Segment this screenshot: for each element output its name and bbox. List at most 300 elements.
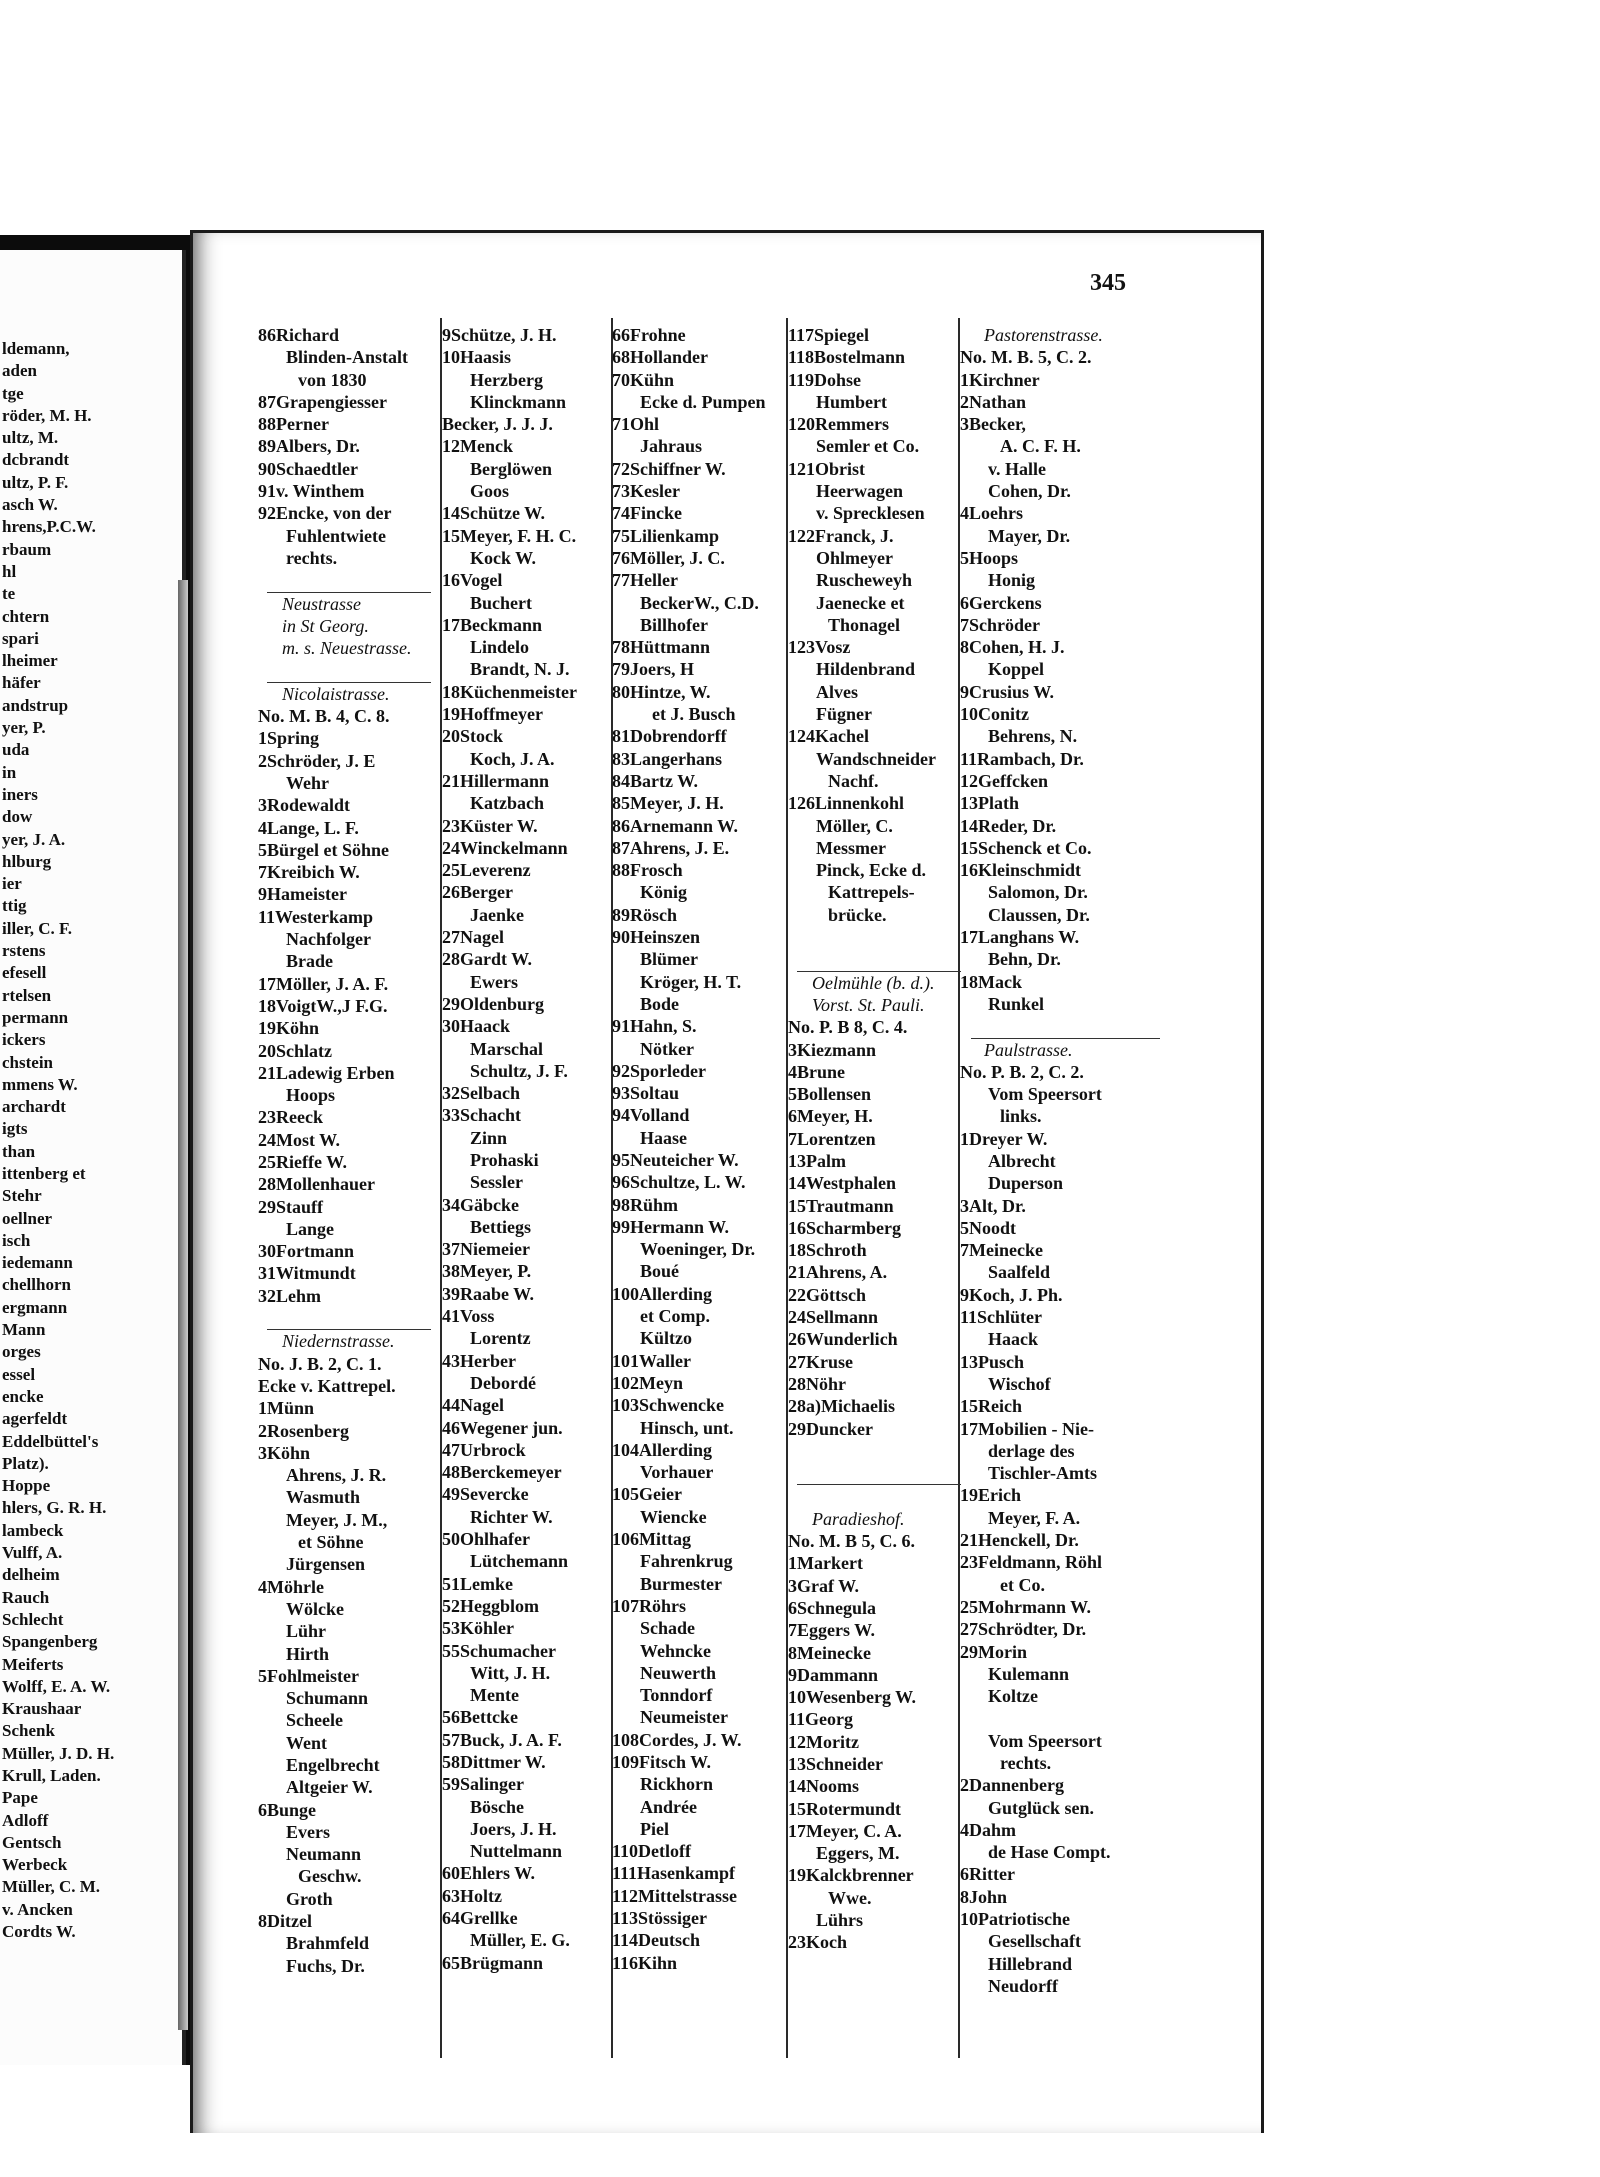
directory-entry: Andrée	[640, 1796, 697, 1817]
left-fragment-line: röder, M. H.	[2, 405, 92, 425]
street-heading: Vorst. St. Pauli.	[812, 994, 925, 1015]
directory-entry: Albrecht	[988, 1150, 1056, 1171]
directory-entry: 32Selbach	[442, 1083, 521, 1104]
directory-entry: Berglöwen	[470, 458, 552, 479]
left-fragment-line: Stehr	[2, 1186, 42, 1206]
directory-entry: 103Schwencke	[612, 1395, 724, 1416]
directory-entry: Ecke v. Kattrepel.	[258, 1375, 396, 1396]
directory-entry: Lührs	[816, 1910, 864, 1931]
directory-entry: 49Severcke	[442, 1484, 529, 1505]
directory-entry: Wiencke	[640, 1506, 707, 1527]
left-fragment-line: yer, J. A.	[2, 829, 66, 849]
section-divider	[267, 569, 431, 592]
left-fragment-line: aden	[2, 361, 37, 381]
directory-entry: Haase	[640, 1127, 687, 1148]
left-fragment-line: Cordts W.	[2, 1922, 76, 1942]
directory-entry: 21Henckell, Dr.	[960, 1530, 1079, 1551]
directory-entry: 13Pusch	[960, 1351, 1025, 1372]
directory-entry: 17Meyer, C. A.	[788, 1820, 902, 1841]
directory-entry: 91v. Winthem	[258, 481, 365, 502]
directory-entry: Runkel	[988, 993, 1045, 1014]
directory-entry: 41Voss	[442, 1306, 495, 1327]
directory-entry: 8Ditzel	[258, 1911, 312, 1932]
directory-entry: Humbert	[816, 391, 887, 412]
directory-entry: 70Kühn	[612, 369, 675, 390]
street-heading: Niedernstrasse.	[282, 1331, 395, 1352]
left-fragment-line: hlburg	[2, 851, 52, 871]
directory-entry: 59Salinger	[442, 1774, 525, 1795]
directory-entry: 4Loehrs	[960, 503, 1023, 524]
street-heading: Paradieshof.	[812, 1508, 905, 1529]
directory-entry: 95Neuteicher W.	[612, 1149, 739, 1170]
directory-entry: 55Schumacher	[442, 1640, 556, 1661]
directory-entry: 25Leverenz	[442, 860, 531, 881]
directory-entry: Prohaski	[470, 1149, 539, 1170]
directory-entry: 29Oldenburg	[442, 993, 545, 1014]
directory-entry: 10Conitz	[960, 704, 1029, 725]
directory-entry: 3Becker,	[960, 414, 1026, 435]
directory-entry: 91Hahn, S.	[612, 1016, 697, 1037]
left-fragment-line: Müller, C. M.	[2, 1877, 101, 1897]
directory-entry: derlage des	[988, 1440, 1075, 1461]
directory-entry: 44Nagel	[442, 1395, 504, 1416]
directory-entry: 78Hüttmann	[612, 637, 711, 658]
directory-entry: 77Heller	[612, 570, 678, 591]
directory-entry: 7Eggers W.	[788, 1620, 876, 1641]
directory-entry: 93Soltau	[612, 1083, 680, 1104]
left-fragment-line: ickers	[2, 1030, 46, 1050]
directory-entry: 76Möller, J. C.	[612, 547, 725, 568]
left-fragment-line: Mann	[2, 1320, 46, 1340]
directory-entry: 84Bartz W.	[612, 770, 699, 791]
directory-entry: 58Dittmer W.	[442, 1752, 546, 1772]
directory-entry: 14Reder, Dr.	[960, 815, 1057, 836]
directory-entry: 32Lehm	[258, 1285, 321, 1306]
directory-entry: 12Moritz	[788, 1731, 859, 1752]
directory-entry: Went	[286, 1732, 328, 1753]
directory-entry: Debordé	[470, 1372, 536, 1393]
directory-entry: Wandschneider	[816, 748, 937, 769]
left-fragment-line: andstrup	[2, 695, 69, 715]
left-fragment-line: uda	[2, 740, 30, 760]
directory-entry: Meyer, J. M.,	[286, 1509, 388, 1530]
directory-entry: 96Schultze, L. W.	[612, 1172, 746, 1193]
directory-entry: Wwe.	[828, 1887, 872, 1908]
section-divider	[267, 659, 431, 682]
page-number: 345	[1090, 270, 1126, 296]
directory-entry: 24Winckelmann	[442, 837, 568, 858]
directory-entry: 12Geffcken	[960, 770, 1048, 791]
directory-entry: brücke.	[828, 904, 887, 925]
directory-entry: Salomon, Dr.	[988, 882, 1088, 903]
directory-entry: Kulemann	[988, 1663, 1070, 1684]
left-fragment-line: ultz, M.	[2, 428, 59, 448]
directory-entry: No. P. B 8, C. 4.	[788, 1017, 908, 1038]
directory-entry: Fuhlentwiete	[286, 525, 386, 546]
directory-entry: No. M. B. 4, C. 8.	[258, 706, 390, 727]
directory-entry: 23Koch	[788, 1932, 848, 1953]
directory-entry: 4Möhrle	[258, 1576, 324, 1597]
directory-entry: 19Erich	[960, 1485, 1021, 1506]
left-fragment-line: oellner	[2, 1208, 53, 1228]
left-fragment-line: Kraushaar	[2, 1699, 82, 1719]
directory-entry: Fügner	[816, 704, 872, 725]
directory-entry: Haack	[988, 1329, 1039, 1350]
directory-entry: Kröger, H. T.	[640, 971, 742, 992]
directory-entry: Schade	[640, 1618, 696, 1639]
directory-entry: Lange	[286, 1218, 335, 1239]
left-fragment-line: mmens W.	[2, 1074, 78, 1094]
directory-entry: 89Rösch	[612, 904, 678, 925]
directory-entry: 13Plath	[960, 793, 1020, 814]
directory-entry: Claussen, Dr.	[988, 904, 1090, 925]
directory-entry: Blümer	[640, 949, 698, 970]
street-heading: in St Georg.	[282, 615, 369, 636]
directory-entry: Möller, C.	[816, 815, 893, 836]
directory-entry: Scheele	[286, 1710, 343, 1731]
directory-entry: 51Lemke	[442, 1573, 513, 1594]
directory-entry: 28Nöhr	[788, 1373, 846, 1394]
directory-entry: Mente	[470, 1685, 519, 1706]
directory-entry: 18Küchenmeister	[442, 681, 577, 702]
directory-entry: Katzbach	[470, 793, 544, 814]
directory-entry: 71Ohl	[612, 414, 660, 435]
directory-entry: Duperson	[988, 1173, 1064, 1194]
directory-entry: Vorhauer	[640, 1462, 714, 1483]
left-fragment-line: te	[2, 584, 16, 604]
directory-entry: Goos	[470, 481, 510, 502]
directory-entry: 4Lange, L. F.	[258, 817, 359, 838]
directory-entry: 34Gäbcke	[442, 1194, 520, 1215]
left-fragment-line: than	[2, 1141, 36, 1161]
directory-entry: Heerwagen	[816, 481, 903, 502]
directory-entry: Bettiegs	[470, 1216, 531, 1237]
directory-entry: rechts.	[286, 547, 338, 568]
directory-entry: Brandt, N. J.	[470, 659, 570, 680]
directory-entry: 43Herber	[442, 1350, 516, 1371]
directory-entry: Billhofer	[640, 614, 708, 635]
directory-entry: 29Morin	[960, 1641, 1027, 1662]
directory-entry: 5Noodt	[960, 1217, 1017, 1238]
directory-entry: 15Schenck et Co.	[960, 837, 1092, 858]
directory-entry: 114Deutsch	[612, 1930, 701, 1951]
directory-entry: 66Frohne	[612, 325, 686, 345]
directory-entry: 72Schiffner W.	[612, 458, 726, 479]
directory-entry: 29Duncker	[788, 1418, 873, 1439]
directory-entry: 88Frosch	[612, 860, 683, 881]
directory-entry: Cohen, Dr.	[988, 481, 1071, 502]
directory-entry: 11Rambach, Dr.	[960, 748, 1084, 769]
left-fragment-line: encke	[2, 1386, 44, 1406]
street-heading: Oelmühle (b. d.).	[812, 972, 935, 993]
directory-entry: Sessler	[470, 1172, 523, 1193]
left-fragment-line: iedemann	[2, 1253, 73, 1273]
directory-entry: 113Stössiger	[612, 1908, 708, 1929]
directory-entry: Mayer, Dr.	[988, 525, 1071, 546]
directory-entry: König	[640, 882, 688, 903]
directory-entry: Altgeier W.	[286, 1777, 373, 1798]
directory-entry: 57Buck, J. A. F.	[442, 1729, 562, 1750]
directory-column-4	[788, 324, 970, 1954]
directory-entry: 2Rosenberg	[258, 1420, 349, 1441]
directory-entry: Saalfeld	[988, 1262, 1051, 1283]
directory-entry: 15Rotermundt	[788, 1798, 901, 1819]
directory-entry: Meyer, F. A.	[988, 1507, 1081, 1528]
directory-entry: 21Ladewig Erben	[258, 1062, 395, 1083]
directory-entry: 13Schneider	[788, 1754, 884, 1774]
directory-entry: 17Beckmann	[442, 614, 543, 635]
left-fragment-line: archardt	[2, 1097, 66, 1117]
directory-entry: 73Kesler	[612, 481, 680, 502]
directory-entry: 86Arnemann W.	[612, 815, 739, 836]
directory-entry: 47Urbrock	[442, 1439, 526, 1460]
directory-entry: 8Meinecke	[788, 1642, 871, 1663]
left-fragment-line: Rauch	[2, 1587, 50, 1607]
directory-entry: 11Westerkamp	[258, 906, 373, 927]
spacer	[788, 926, 970, 948]
directory-entry: Gesellschaft	[988, 1931, 1081, 1952]
section-divider	[797, 948, 961, 971]
directory-entry: 2Schröder, J. E	[258, 750, 376, 771]
directory-entry: 101Waller	[612, 1350, 691, 1371]
directory-column-3	[612, 324, 790, 1974]
directory-entry: Koltze	[988, 1686, 1038, 1707]
directory-entry: Hinsch, unt.	[640, 1417, 734, 1438]
directory-entry: Ewers	[470, 971, 518, 992]
directory-entry: 48Berckemeyer	[442, 1462, 562, 1483]
directory-entry: Thonagel	[828, 614, 901, 635]
directory-entry: 52Heggblom	[442, 1595, 539, 1616]
left-fragment-line: ergmann	[2, 1297, 68, 1317]
left-fragment-line: Adloff	[2, 1810, 49, 1830]
left-fragment-line: isch	[2, 1230, 31, 1250]
left-fragment-line: Müller, J. D. H.	[2, 1743, 115, 1763]
directory-entry: Woeninger, Dr.	[640, 1239, 756, 1260]
directory-entry: 81Dobrendorff	[612, 726, 727, 747]
directory-entry: Koppel	[988, 659, 1045, 680]
book-spine-shadow	[178, 580, 188, 2030]
directory-entry: 104Allerding	[612, 1439, 713, 1460]
directory-entry: links.	[1000, 1106, 1042, 1127]
directory-entry: 123Vosz	[788, 637, 851, 658]
street-heading: Neustrasse	[282, 593, 362, 614]
directory-entry: 98Rühm	[612, 1194, 679, 1215]
left-fragment-line: ultz, P. F.	[2, 472, 69, 492]
street-heading: Pastorenstrasse.	[984, 325, 1103, 345]
directory-entry: 19Köhn	[258, 1018, 320, 1039]
directory-entry: 25Mohrmann W.	[960, 1596, 1092, 1617]
directory-entry: 87Grapengiesser	[258, 391, 387, 412]
directory-entry: 112Mittelstrasse	[612, 1885, 737, 1906]
directory-entry: 50Ohlhafer	[442, 1529, 530, 1550]
directory-entry: Behrens, N.	[988, 726, 1078, 747]
directory-entry: 5Bürgel et Söhne	[258, 839, 390, 860]
directory-entry: Rickhorn	[640, 1774, 714, 1795]
directory-entry: Nötker	[640, 1038, 694, 1059]
directory-entry: et Co.	[1000, 1574, 1045, 1595]
directory-entry: 7Meinecke	[960, 1240, 1043, 1261]
directory-entry: v. Halle	[988, 458, 1046, 479]
directory-entry: 39Raabe W.	[442, 1283, 535, 1304]
directory-entry: 31Witmundt	[258, 1263, 356, 1284]
directory-entry: No. P. B. 2, C. 2.	[960, 1061, 1084, 1082]
directory-entry: 6Bunge	[258, 1799, 317, 1820]
directory-entry: 102Meyn	[612, 1372, 683, 1393]
directory-entry: 16Kleinschmidt	[960, 860, 1082, 881]
directory-entry: 22Göttsch	[788, 1284, 866, 1305]
directory-entry: Brahmfeld	[286, 1933, 369, 1954]
directory-entry: Wasmuth	[286, 1487, 361, 1508]
directory-entry: 23Feldmann, Röhl	[960, 1552, 1103, 1573]
left-fragment-line: spari	[2, 628, 39, 648]
directory-entry: et Comp.	[640, 1306, 710, 1327]
directory-entry: Nuttelmann	[470, 1841, 563, 1862]
directory-entry: Klinckmann	[470, 391, 567, 412]
left-fragment-line: Meiferts	[2, 1654, 64, 1674]
directory-entry: Wehr	[286, 772, 329, 793]
directory-entry: Fahrenkrug	[640, 1551, 733, 1572]
directory-entry: 110Detloff	[612, 1841, 691, 1862]
section-divider	[797, 1462, 961, 1485]
directory-entry: 30Haack	[442, 1016, 511, 1037]
directory-entry: 2Nathan	[960, 391, 1027, 412]
directory-entry: 15Meyer, F. H. C.	[442, 525, 577, 546]
directory-entry: 8Cohen, H. J.	[960, 637, 1065, 658]
directory-entry: Evers	[286, 1821, 330, 1842]
directory-entry: 17Möller, J. A. F.	[258, 973, 389, 994]
left-fragment-line: Krull, Laden.	[2, 1766, 101, 1785]
directory-entry: 12Menck	[442, 436, 513, 457]
directory-entry: Tonndorf	[640, 1685, 713, 1706]
left-fragment-line: Eddelbüttel's	[2, 1431, 99, 1451]
directory-entry: Lütchemann	[470, 1551, 569, 1572]
directory-entry: 90Heinszen	[612, 927, 700, 948]
left-fragment-line: permann	[2, 1007, 69, 1027]
directory-column-2	[442, 324, 614, 1974]
directory-entry: 1Münn	[258, 1398, 315, 1419]
directory-entry: Geschw.	[298, 1866, 362, 1887]
directory-entry: 28Gardt W.	[442, 949, 533, 970]
directory-entry: et J. Busch	[652, 704, 736, 725]
directory-entry: 94Volland	[612, 1105, 690, 1126]
directory-entry: 11Georg	[788, 1709, 853, 1730]
directory-entry: Blinden-Anstalt	[286, 347, 409, 368]
left-fragment-line: agerfeldt	[2, 1409, 68, 1429]
directory-entry: 111Hasenkampf	[612, 1863, 736, 1884]
left-fragment-line: Schenk	[2, 1721, 55, 1741]
left-fragment-line: iners	[2, 784, 38, 804]
directory-entry: 87Ahrens, J. E.	[612, 837, 730, 858]
directory-entry: 9Hameister	[258, 884, 347, 905]
directory-entry: Zinn	[470, 1127, 508, 1148]
directory-entry: 88Perner	[258, 414, 329, 435]
directory-entry: 25Rieffe W.	[258, 1151, 347, 1172]
directory-entry: 23Küster W.	[442, 815, 538, 836]
left-fragment-line: yer, P.	[2, 718, 46, 738]
directory-entry: No. M. B 5, C. 6.	[788, 1531, 915, 1552]
directory-column-1	[258, 324, 440, 1977]
directory-entry: 64Grellke	[442, 1908, 518, 1929]
directory-entry: 37Niemeier	[442, 1239, 530, 1260]
directory-entry: Bode	[640, 993, 680, 1014]
directory-entry: 19Hoffmeyer	[442, 704, 543, 725]
left-fragment-line: orges	[2, 1342, 41, 1362]
directory-entry: No. J. B. 2, C. 1.	[258, 1353, 382, 1374]
directory-entry: 8John	[960, 1886, 1008, 1907]
directory-entry: 46Wegener jun.	[442, 1417, 563, 1438]
directory-entry: Kattrepels-	[828, 882, 915, 903]
left-fragment-line: lambeck	[2, 1520, 64, 1540]
directory-entry: 3Alt, Dr.	[960, 1195, 1026, 1216]
directory-entry: Eggers, M.	[816, 1843, 900, 1864]
directory-entry: 117Spiegel	[788, 325, 870, 345]
directory-entry: Schultz, J. F.	[470, 1060, 568, 1081]
directory-entry: 6Gerckens	[960, 592, 1042, 613]
directory-entry: 21Ahrens, A.	[788, 1262, 888, 1283]
directory-entry: 108Cordes, J. W.	[612, 1729, 742, 1750]
directory-entry: 15Reich	[960, 1396, 1022, 1417]
directory-entry: 5Bollensen	[788, 1084, 872, 1105]
directory-entry: 60Ehlers W.	[442, 1863, 536, 1884]
directory-entry: 4Brune	[788, 1061, 846, 1082]
directory-entry: 90Schaedtler	[258, 458, 358, 479]
left-fragment-line: Platz).	[2, 1453, 49, 1473]
directory-entry: 92Sporleder	[612, 1060, 706, 1081]
directory-entry: 14Nooms	[788, 1776, 859, 1797]
directory-entry: 18Schroth	[788, 1240, 867, 1261]
directory-entry: 26Berger	[442, 882, 513, 903]
left-fragment-line: hrens,P.C.W.	[2, 517, 96, 537]
directory-entry: 65Brügmann	[442, 1952, 544, 1973]
directory-entry: Herzberg	[470, 369, 543, 390]
directory-column-5	[960, 324, 1170, 1997]
left-fragment-line: ier	[2, 874, 22, 894]
directory-entry: 33Schacht	[442, 1105, 522, 1126]
directory-entry: 56Bettcke	[442, 1707, 518, 1728]
directory-entry: de Hase Compt.	[988, 1842, 1111, 1863]
left-fragment-line: chellhorn	[2, 1275, 71, 1295]
directory-entry: 3Graf W.	[788, 1575, 860, 1596]
directory-entry: 26Wunderlich	[788, 1329, 898, 1350]
left-fragment-line: in	[2, 762, 17, 782]
directory-entry: 79Joers, H	[612, 659, 694, 680]
directory-entry: 106Mittag	[612, 1529, 691, 1550]
directory-entry: 19Kalckbrenner	[788, 1865, 914, 1886]
directory-entry: No. M. B. 5, C. 2.	[960, 347, 1092, 368]
directory-entry: 5Hoops	[960, 547, 1019, 568]
directory-entry: Boué	[640, 1261, 680, 1282]
directory-entry: Tischler-Amts	[988, 1463, 1097, 1484]
directory-entry: Burmester	[640, 1573, 722, 1594]
directory-entry: v. Sprecklesen	[816, 503, 925, 524]
directory-entry: 105Geier	[612, 1484, 682, 1505]
directory-entry: 7Kreibich W.	[258, 862, 360, 883]
directory-entry: Neumeister	[640, 1707, 728, 1728]
directory-entry: 18Mack	[960, 971, 1022, 992]
directory-entry: 4Dahm	[960, 1819, 1017, 1840]
directory-entry: Ohlmeyer	[816, 547, 893, 568]
directory-entry: 27Nagel	[442, 927, 504, 948]
left-fragment-line: Pape	[2, 1788, 38, 1808]
directory-entry: 80Hintze, W.	[612, 681, 711, 702]
directory-entry: 89Albers, Dr.	[258, 436, 360, 457]
directory-entry: Messmer	[816, 837, 886, 858]
left-fragment-line: igts	[2, 1119, 28, 1139]
directory-entry: 5Fohlmeister	[258, 1665, 359, 1686]
directory-entry: Koch, J. A.	[470, 748, 555, 769]
directory-entry: 11Schlüter	[960, 1307, 1043, 1328]
directory-entry: 85Meyer, J. H.	[612, 793, 724, 814]
